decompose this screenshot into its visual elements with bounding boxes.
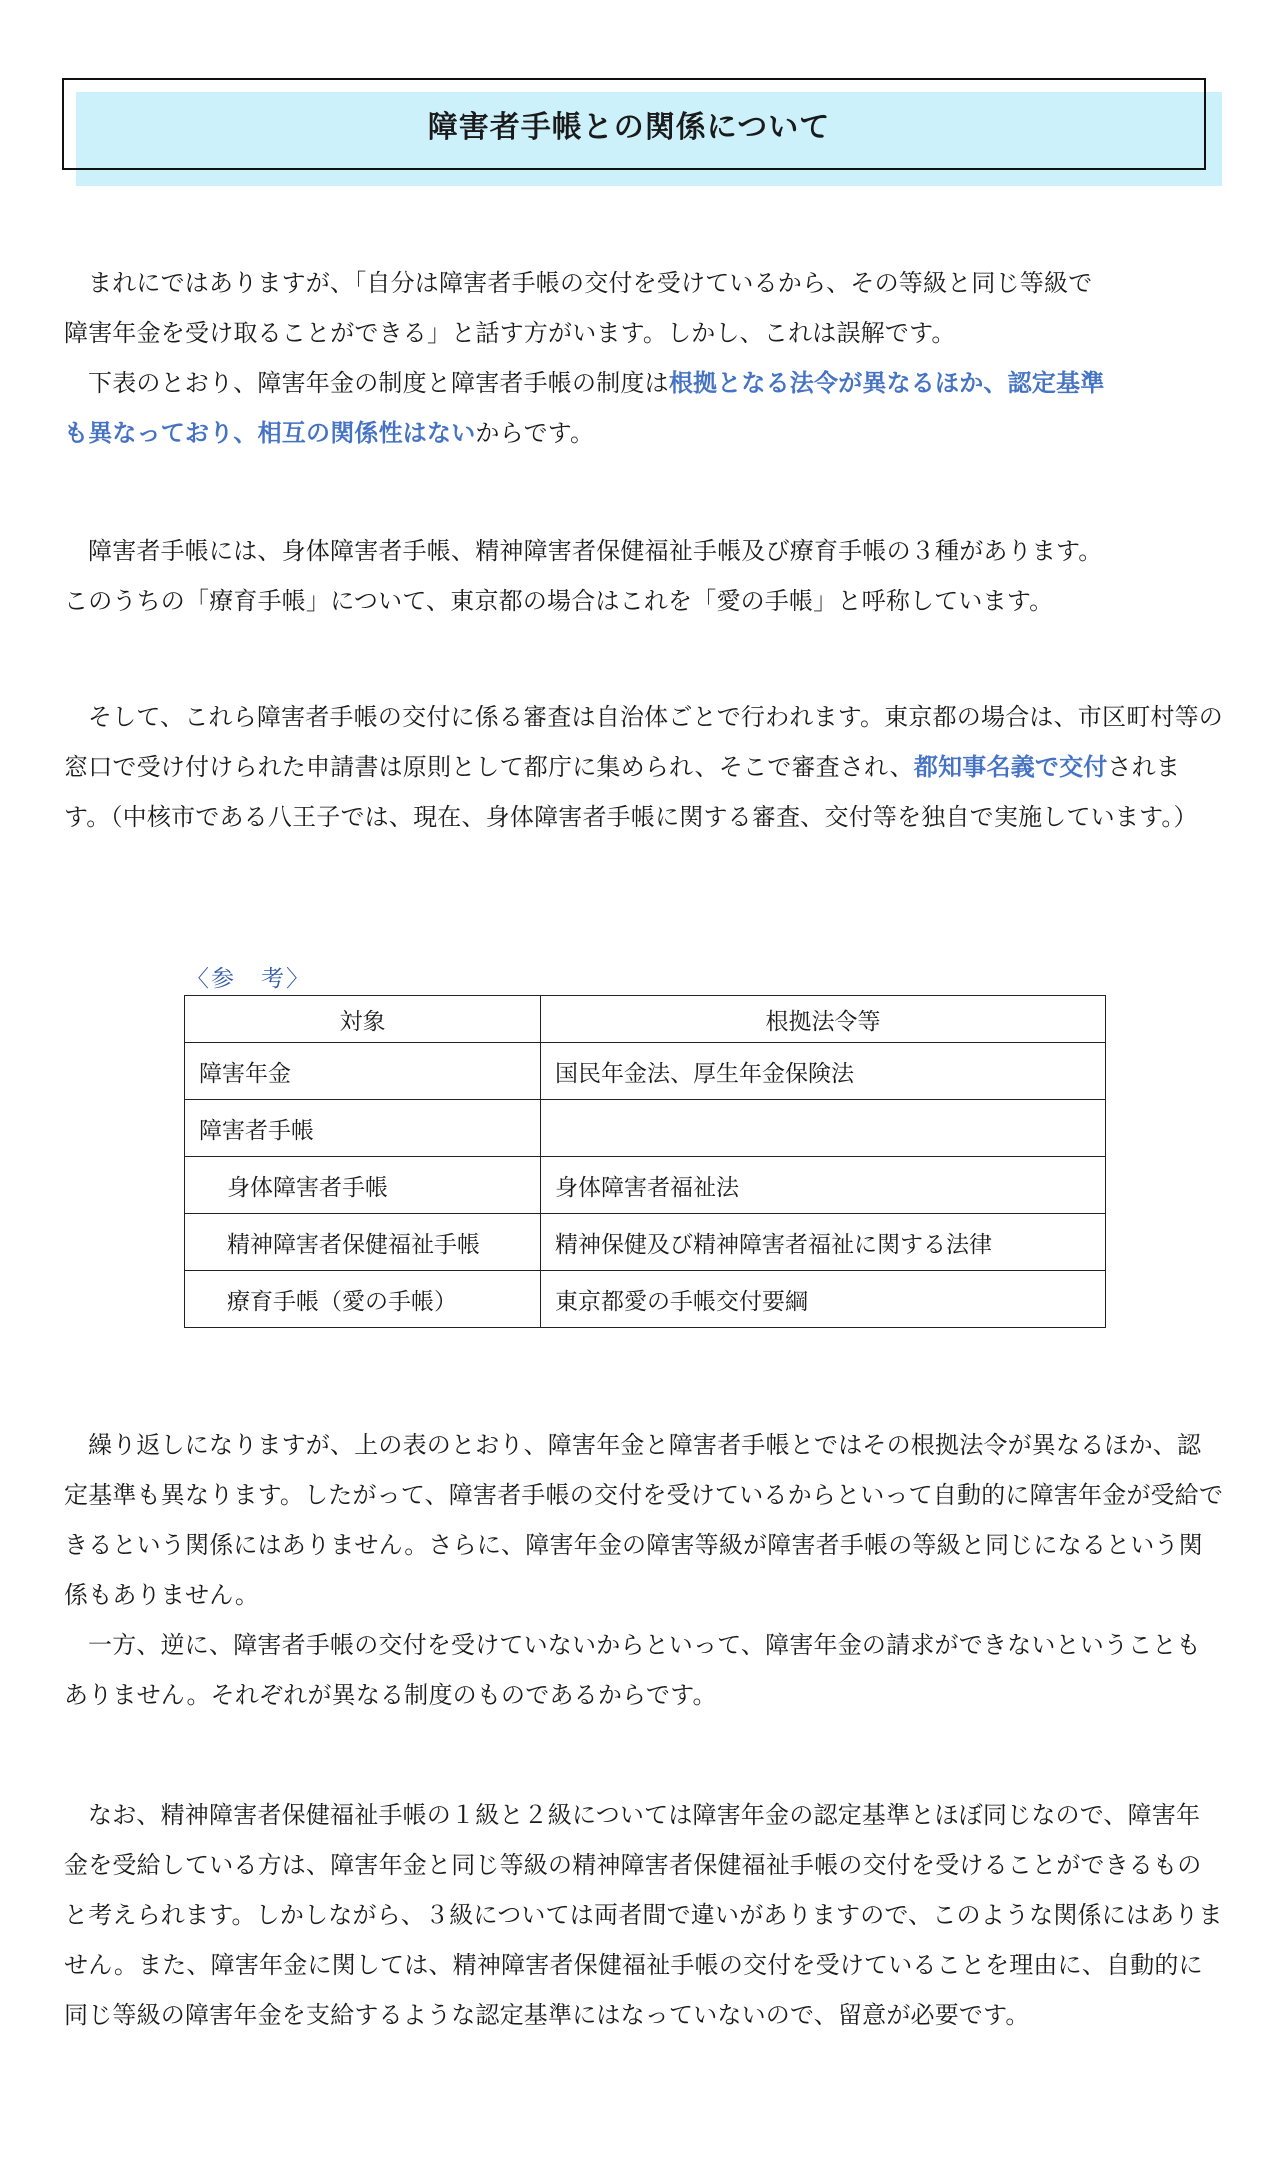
table-cell-law: 身体障害者福祉法 (541, 1157, 1106, 1214)
page-title: 障害者手帳との関係について (427, 110, 831, 145)
paragraph-note (64, 1790, 1224, 2040)
table-cell-target: 身体障害者手帳 (185, 1157, 541, 1214)
table-cell-law: 精神保健及び精神障害者福祉に関する法律 (541, 1214, 1106, 1271)
title-box (62, 78, 1206, 170)
table-cell-law: 国民年金法、厚生年金保険法 (541, 1043, 1106, 1100)
highlight-text: も異なっており、相互の関係性はない (64, 419, 476, 447)
table-row (185, 1214, 1106, 1271)
table-row (185, 1157, 1106, 1214)
table-header: 対象 (185, 996, 541, 1043)
table-cell-law (541, 1100, 1106, 1157)
paragraph-misconception (64, 258, 1224, 358)
paragraph-text: 繰り返しになりますが、上の表のとおり、障害年金と障害者手帳とではその根拠法令が異なるほか、認定基準も異なります。したがって、障害者手帳の交付を受けているからといって自動的に障害年金が受給できるという関係にはありません。さらに、障害年金の障害等級が障害者手帳の等級と同じになるという関係もありません。 (64, 1431, 1224, 1609)
paragraph-line: 障害年金を受け取ることができる」と話す方がいます。しかし、これは誤解です。 (64, 319, 956, 347)
paragraph-line: 障害者手帳には、身体障害者手帳、精神障害者保健福祉手帳及び療育手帳の３種があります。 (88, 537, 1103, 565)
paragraph-text: からです。 (475, 419, 595, 447)
table-cell-target: 精神障害者保健福祉手帳 (185, 1214, 541, 1271)
paragraph-review (64, 692, 1224, 842)
table-header-row (185, 996, 1106, 1043)
title-banner (62, 78, 1208, 172)
paragraph-text: 下表のとおり、障害年金の制度と障害者手帳の制度は (88, 369, 669, 397)
reference-label: 〈参 考〉 (186, 966, 311, 992)
paragraph-handbook-types (64, 526, 1224, 626)
table-row (185, 1271, 1106, 1328)
paragraph-line: このうちの「療育手帳」について、東京都の場合はこれを「愛の手帳」と呼称しています。 (64, 587, 1054, 615)
highlight-text: 都知事名義で交付 (913, 753, 1108, 781)
table-cell-target: 障害年金 (185, 1043, 541, 1100)
table-cell-law: 東京都愛の手帳交付要綱 (541, 1271, 1106, 1328)
highlight-text: 根拠となる法令が異なるほか、認定基準 (668, 369, 1105, 397)
paragraph-conversely (64, 1620, 1224, 1720)
paragraph-text: なお、精神障害者保健福祉手帳の１級と２級については障害年金の認定基準とほぼ同じなので、障害年金を受給している方は、障害年金と同じ等級の精神障害者保健福祉手帳の交付を受けることができるものと考えられます。しかしながら、３級については両者間で違いがありますので、このような関係にはありません。また、障害年金に関しては、精神障害者保健福祉手帳の交付を受けていることを理由に、自動的に同じ等級の障害年金を支給するような認定基準にはなっていないので、留意が必要です。 (64, 1801, 1223, 2029)
table-row (185, 1100, 1106, 1157)
paragraph-line: まれにではありますが、「自分は障害者手帳の交付を受けているから、その等級と同じ等級で (88, 269, 1093, 297)
paragraph-text: 一方、逆に、障害者手帳の交付を受けていないからといって、障害年金の請求ができないということもありません。それぞれが異なる制度のものであるからです。 (64, 1631, 1201, 1709)
reference-table (184, 995, 1106, 1328)
paragraph-difference (64, 358, 1224, 458)
table-row (185, 1043, 1106, 1100)
table-header: 根拠法令等 (541, 996, 1106, 1043)
paragraph-text: そして、これら障害者手帳の交付に係る審査は自治体ごとで行われます。東京都の場合は、市区町村等の窓口で受け付けられた申請書は原則として都庁に集められ、そこで審査され、 (64, 703, 1223, 781)
table-cell-target: 障害者手帳 (185, 1100, 541, 1157)
paragraph-text: されます。（中核市である八王子では、現在、身体障害者手帳に関する審査、交付等を独自で実施しています。） (64, 753, 1198, 831)
paragraph-repeat (64, 1420, 1224, 1620)
table-cell-target: 療育手帳（愛の手帳） (185, 1271, 541, 1328)
